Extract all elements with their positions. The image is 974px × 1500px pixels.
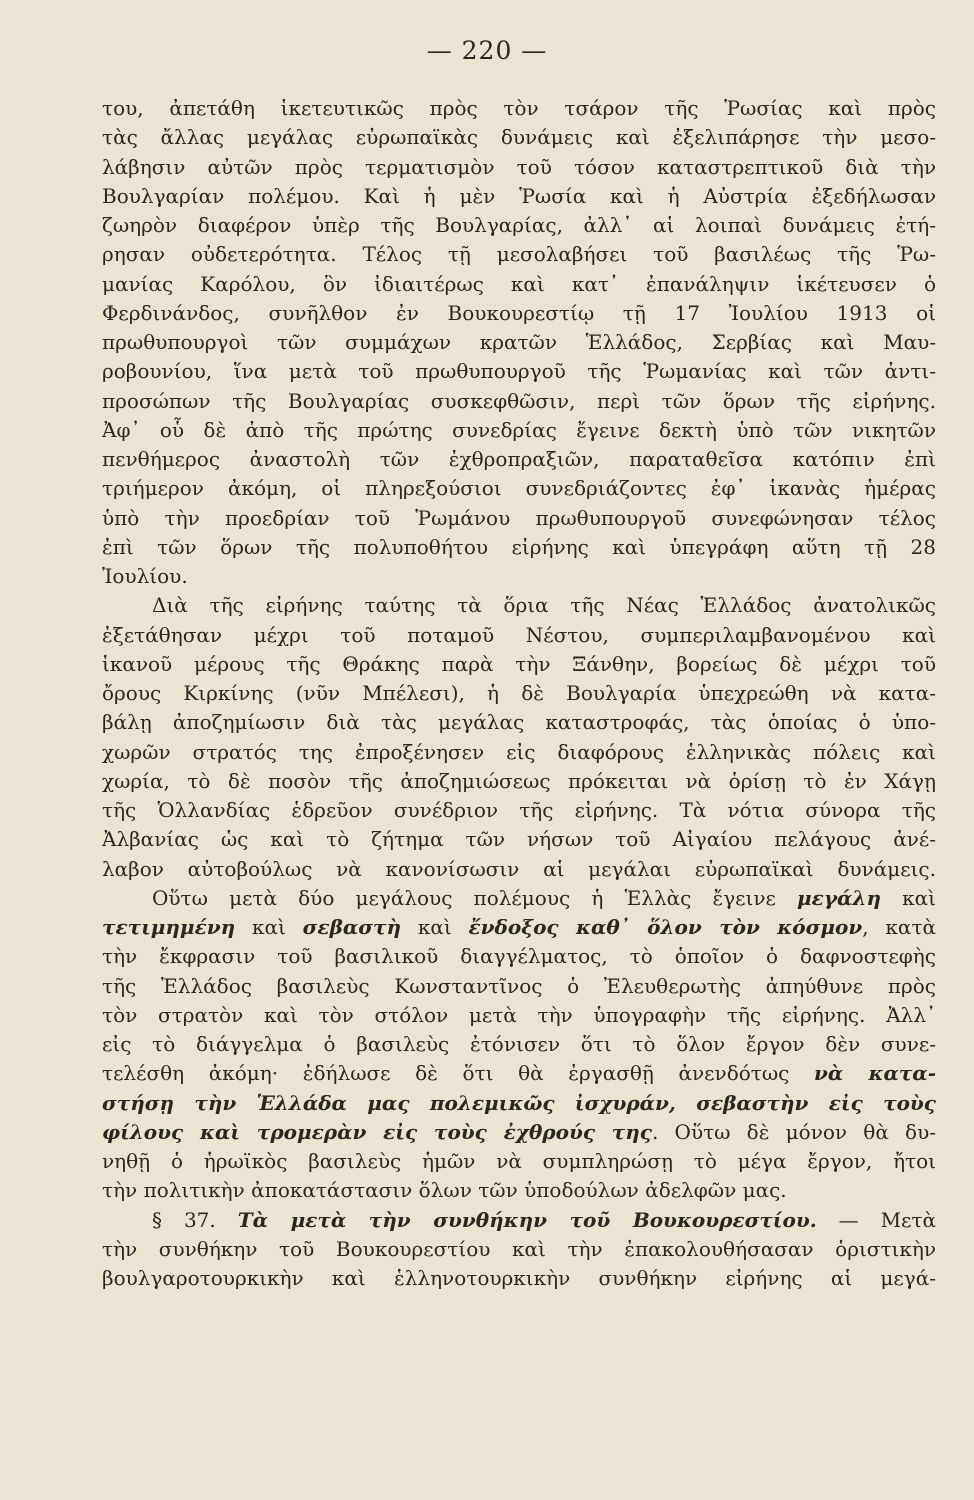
page-number: — 220 — — [426, 36, 548, 65]
text-line: του, ἀπετάθη ἱκετευτικῶς πρὸς τὸν τσάρον τῆς Ῥωσίας καὶ πρὸς — [102, 96, 936, 120]
text-line: ἱκανοῦ μέρους τῆς Θράκης παρὰ τὴν Ξάνθην, βορείως δὲ μέχρι τοῦ — [102, 651, 936, 676]
text-line: τριήμερον ἀκόμη, οἱ πληρεξούσιοι συνεδριάζοντες ἐφ᾽ ἱκανὰς ἡμέρας — [102, 476, 936, 501]
text-line: μανίας Καρόλου, ὃν ἰδιαιτέρως καὶ κατ᾽ ἐπανάληψιν ἱκέτευσεν ὁ — [102, 271, 936, 296]
text-line: Φερδινάνδος, συνῆλθον ἐν Βουκουρεστίῳ τῇ 17 Ἰουλίου 1913 οἱ — [102, 300, 936, 325]
text-line: στήσῃ τὴν Ἑλλάδα μας πολεμικῶς ἰσχυράν, σεβαστὴν εἰς τοὺς — [102, 1090, 936, 1115]
text-line: πενθήμερος ἀναστολὴ τῶν ἐχθροπραξιῶν, παραταθεῖσα κατόπιν ἐπὶ — [102, 447, 936, 471]
text-line: Ἰουλίου. — [102, 564, 188, 588]
text-line: τὸν στρατὸν καὶ τὸν στόλον μετὰ τὴν ὑπογραφὴν τῆς εἰρήνης. Ἀλλ᾽ — [102, 1002, 936, 1027]
text-line: Οὕτω μετὰ δύο μεγάλους πολέμους ἡ Ἑλλὰς ἔγεινε μεγάλη καὶ — [152, 885, 936, 910]
text-line: νηθῇ ὁ ἡρωϊκὸς βασιλεὺς ἡμῶν νὰ συμπληρώσῃ τὸ μέγα ἔργον, ἤτοι — [102, 1149, 936, 1173]
text-line: Ἀφ᾽ οὗ δὲ ἀπὸ τῆς πρώτης συνεδρίας ἔγεινε δεκτὴ ὑπὸ τῶν νικητῶν — [102, 417, 936, 442]
text-line: ἐπὶ τῶν ὅρων τῆς πολυποθήτου εἰρήνης καὶ ὑπεγράφη αὕτη τῇ 28 — [102, 534, 936, 559]
text-line: τὴν πολιτικὴν ἀποκατάστασιν ὅλων τῶν ὑποδούλων ἀδελφῶν μας. — [102, 1178, 787, 1203]
body-text — [102, 94, 936, 1293]
text-line: ὑπὸ τὴν προεδρίαν τοῦ Ῥωμάνου πρωθυπουργοῦ συνεφώνησαν τέλος — [102, 505, 936, 530]
text-line: τὰς ἄλλας μεγάλας εὐρωπαϊκὰς δυνάμεις καὶ ἐξελιπάρησε τὴν μεσο- — [102, 125, 936, 150]
text-line: τὴν συνθήκην τοῦ Βουκουρεστίου καὶ τὴν ἐπακολουθήσασαν ὁριστικὴν — [102, 1236, 936, 1261]
text-line: ζωηρὸν διαφέρον ὑπὲρ τῆς Βουλγαρίας, ἀλλ᾽ αἱ λοιπαὶ δυνάμεις ἐτή- — [102, 213, 936, 237]
text-line: Διὰ τῆς εἰρήνης ταύτης τὰ ὅρια τῆς Νέας Ἑλλάδος ἀνατολικῶς — [152, 593, 936, 618]
text-line: φίλους καὶ τρομερὰν εἰς τοὺς ἐχθρούς της. Οὕτω δὲ μόνον θὰ δυ- — [102, 1119, 936, 1144]
text-line: βάλῃ ἀποζημίωσιν διὰ τὰς μεγάλας καταστροφάς, τὰς ὁποίας ὁ ὑπο- — [102, 710, 936, 735]
text-line: Βουλγαρίαν πολέμου. Καὶ ἡ μὲν Ῥωσία καὶ ἡ Αὐστρία ἐξεδήλωσαν — [102, 183, 936, 208]
text-line: Ἀλβανίας ὡς καὶ τὸ ζήτημα τῶν νήσων τοῦ Αἰγαίου πελάγους ἀνέ- — [102, 827, 936, 852]
text-line: ἐξετάθησαν μέχρι τοῦ ποταμοῦ Νέστου, συμπεριλαμβανομένου καὶ — [102, 622, 936, 647]
text-line: τελέσθη ἀκόμη· ἐδήλωσε δὲ ὅτι θὰ ἐργασθῇ ἀνενδότως νὰ κατα- — [102, 1061, 936, 1086]
text-line: προσώπων τῆς Βουλγαρίας συσκεφθῶσιν, περὶ τῶν ὅρων τῆς εἰρήνης. — [102, 388, 936, 413]
section-heading-line: § 37. Τὰ μετὰ τὴν συνθήκην τοῦ Βουκουρεστίου. — Μετὰ — [152, 1207, 936, 1232]
text-line: τῆς Ὁλλανδίας ἑδρεῦον συνέδριον τῆς εἰρήνης. Τὰ νότια σύνορα τῆς — [102, 798, 936, 822]
text-line: ρησαν οὐδετερότητα. Τέλος τῇ μεσολαβήσει τοῦ βασιλέως τῆς Ῥω- — [102, 242, 936, 267]
text-line: χωρῶν στρατός της ἐπροξένησεν εἰς διαφόρους ἑλληνικὰς πόλεις καὶ — [102, 739, 936, 764]
text-line: εἰς τὸ διάγγελμα ὁ βασιλεὺς ἐτόνισεν ὅτι τὸ ὅλον ἔργον δὲν συνε- — [102, 1032, 936, 1056]
text-line: λαβον αὐτοβούλως νὰ κανονίσωσιν αἱ μεγάλαι εὐρωπαϊκαὶ δυνάμεις. — [102, 856, 936, 881]
text-line: τῆς Ἑλλάδος βασιλεὺς Κωνσταντῖνος ὁ Ἐλευθερωτὴς ἀπηύθυνε πρὸς — [102, 973, 936, 998]
text-line: τετιμημένη καὶ σεβαστὴ καὶ ἔνδοξος καθ᾽ ὅλον τὸν κόσμον, κατὰ — [102, 915, 936, 939]
text-line: βουλγαροτουρκικὴν καὶ ἑλληνοτουρκικὴν συνθήκην εἰρήνης αἱ μεγά- — [102, 1266, 936, 1290]
text-line: πρωθυπουργοὶ τῶν συμμάχων κρατῶν Ἑλλάδος, Σερβίας καὶ Μαυ- — [102, 330, 936, 354]
text-line: λάβησιν αὐτῶν πρὸς τερματισμὸν τοῦ τόσον καταστρεπτικοῦ διὰ τὴν — [102, 154, 936, 179]
text-line: χωρία, τὸ δὲ ποσὸν τῆς ἀποζημιώσεως πρόκειται νὰ ὁρίσῃ τὸ ἐν Χάγῃ — [102, 768, 936, 793]
text-line: ροβουνίου, ἵνα μετὰ τοῦ πρωθυπουργοῦ τῆς Ῥωμανίας καὶ τῶν ἀντι- — [102, 359, 936, 384]
text-line: ὄρους Κιρκίνης (νῦν Μπέλεσι), ἡ δὲ Βουλγαρία ὑπεχρεώθη νὰ κατα- — [102, 681, 936, 705]
text-line: τὴν ἔκφρασιν τοῦ βασιλικοῦ διαγγέλματος, τὸ ὁποῖον ὁ δαφνοστεφὴς — [102, 944, 936, 969]
